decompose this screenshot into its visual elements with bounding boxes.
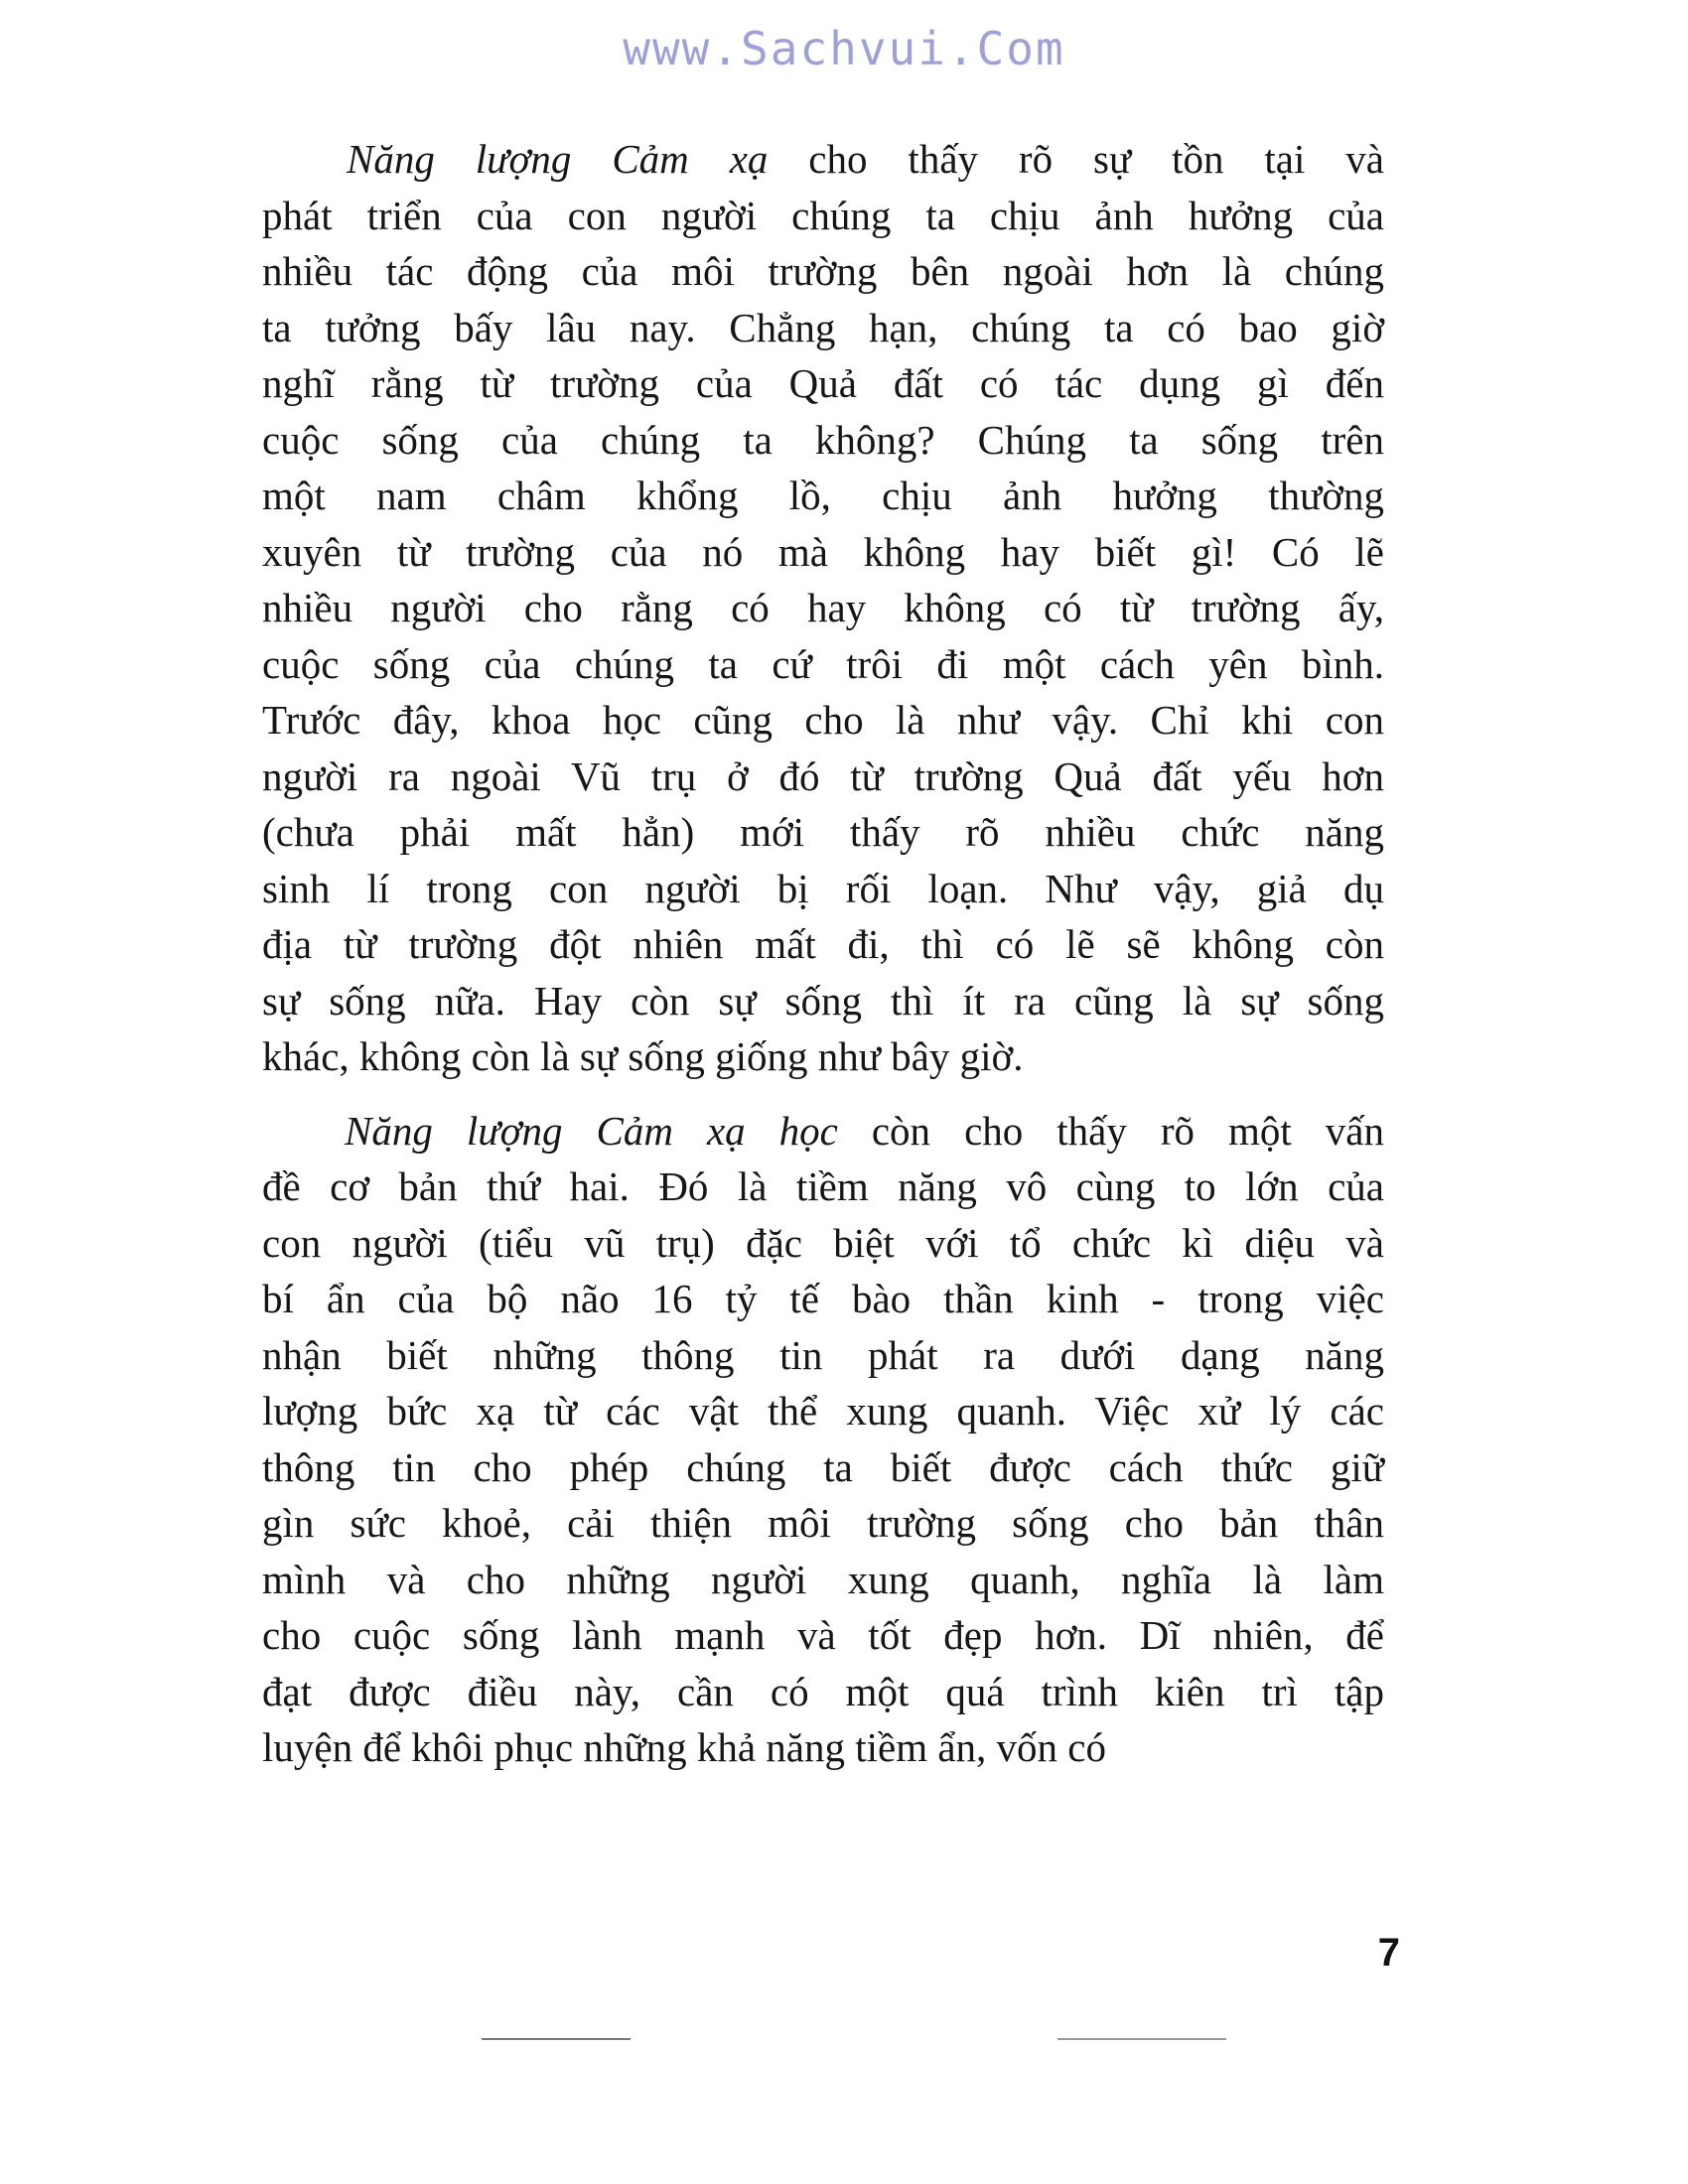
text-line [262, 1327, 1384, 1384]
text-segment: phát triển của con người chúng ta chịu ảnh hưởng của [262, 192, 1384, 238]
text-segment: bí ẩn của bộ não 16 tỷ tế bào thần kinh - trong việc [262, 1276, 1384, 1321]
text-segment: nhiều tác động của môi trường bên ngoài hơn là chúng [262, 248, 1384, 294]
text-segment: đề cơ bản thứ hai. Đó là tiềm năng vô cùng to lớn của [262, 1163, 1384, 1209]
text-line [262, 188, 1384, 244]
text-segment: xuyên từ trường của nó mà không hay biết gì! Có lẽ [262, 528, 1384, 575]
text-line [262, 692, 1384, 749]
text-line [262, 1552, 1384, 1608]
text-line [262, 1439, 1384, 1496]
text-segment: thông tin cho phép chúng ta biết được cách thức giữ [262, 1443, 1384, 1490]
text-segment: sinh lí trong con người bị rối loạn. Như vậy, giả dụ [262, 865, 1384, 911]
text-line [262, 1664, 1384, 1720]
text-line [262, 973, 1384, 1029]
text-segment: cuộc sống của chúng ta không? Chúng ta sống trên [262, 416, 1384, 463]
page-number: 7 [1377, 1931, 1400, 1975]
text-line [262, 1495, 1384, 1552]
text-line [262, 636, 1384, 693]
text-segment: người ra ngoài Vũ trụ ở đó từ trường Quả đất yếu hơn [262, 752, 1384, 799]
text-segment: ta tưởng bấy lâu nay. Chẳng hạn, chúng ta có bao giờ [262, 304, 1384, 350]
text-line [262, 1271, 1384, 1327]
text-line [262, 300, 1384, 356]
text-segment: khác, không còn là sự sống giống như bây giờ. [262, 1033, 1024, 1079]
text-segment: mình và cho những người xung quanh, nghĩa là làm [262, 1556, 1384, 1602]
scan-line-left [482, 2038, 631, 2040]
text-segment: nghĩ rằng từ trường của Quả đất có tác dụng gì đến [262, 360, 1384, 406]
text-line [262, 861, 1384, 917]
text-segment: nhận biết những thông tin phát ra dưới dạng năng [262, 1331, 1384, 1378]
text-line [262, 1215, 1384, 1272]
text-segment: địa từ trường đột nhiên mất đi, thì có lẽ sẽ không còn [262, 921, 1384, 967]
text-segment: (chưa phải mất hẳn) mới thấy rõ nhiều chức năng [262, 809, 1384, 855]
text-segment: con người (tiểu vũ trụ) đặc biệt với tổ chức kì diệu và [262, 1219, 1384, 1266]
text-line [262, 1159, 1384, 1215]
text-segment: sự sống nữa. Hay còn sự sống thì ít ra cũng là sự sống [262, 977, 1384, 1024]
text-segment: cho thấy rõ sự tồn tại và [768, 136, 1384, 182]
text-segment: cuộc sống của chúng ta cứ trôi đi một cách yên bình. [262, 640, 1384, 687]
text-line [262, 131, 1384, 188]
text-segment: luyện để khôi phục những khả năng tiềm ẩn, vốn có [262, 1724, 1107, 1770]
text-line [262, 804, 1384, 861]
text-segment: nhiều người cho rằng có hay không có từ trường ấy, [262, 585, 1384, 630]
text-line [262, 468, 1384, 524]
emphasized-text: Năng lượng Cảm xạ [347, 136, 769, 182]
text-segment: một nam châm khổng lồ, chịu ảnh hưởng thường [262, 473, 1384, 518]
text-line [262, 1028, 1384, 1085]
text-segment: cho cuộc sống lành mạnh và tốt đẹp hơn. Dĩ nhiên, để [262, 1612, 1384, 1658]
text-line [262, 355, 1384, 412]
text-line [262, 1719, 1384, 1776]
text-segment: lượng bức xạ từ các vật thể xung quanh. Việc xử lý các [262, 1388, 1384, 1433]
text-segment: gìn sức khoẻ, cải thiện môi trường sống cho bản thân [262, 1500, 1384, 1546]
text-line [262, 1607, 1384, 1664]
text-line [262, 916, 1384, 973]
text-line [262, 580, 1384, 636]
text-line [262, 1383, 1384, 1439]
emphasized-text: Năng lượng Cảm xạ học [345, 1107, 838, 1154]
text-segment: còn cho thấy rõ một vấn [837, 1107, 1384, 1154]
paragraph-1 [262, 131, 1384, 1085]
text-segment: Trước đây, khoa học cũng cho là như vậy. Chỉ khi con [262, 697, 1384, 743]
text-line [262, 1103, 1384, 1160]
text-line [262, 749, 1384, 805]
watermark-url: www.Sachvui.Com [623, 22, 1065, 75]
text-line [262, 412, 1384, 469]
text-line [262, 524, 1384, 581]
text-segment: đạt được điều này, cần có một quá trình kiên trì tập [262, 1668, 1384, 1714]
body-text [262, 131, 1384, 1794]
scan-line-right [1057, 2038, 1226, 2040]
paragraph-2 [262, 1103, 1384, 1776]
text-line [262, 243, 1384, 300]
